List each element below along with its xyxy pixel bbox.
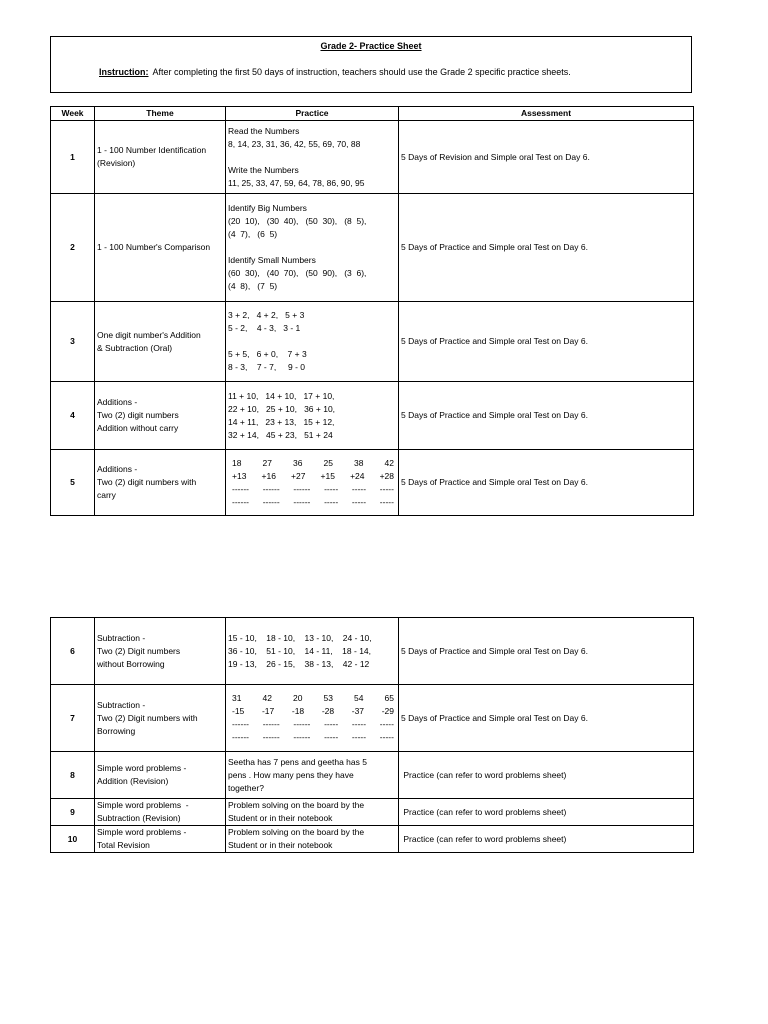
theme-line: Simple word problems -: [97, 763, 187, 773]
practice-line: 22 + 10, 25 + 10, 36 + 10,: [228, 403, 336, 414]
practice-value: +15: [320, 470, 335, 481]
theme-line: Subtraction (Revision): [97, 813, 181, 823]
theme-line: Two (2) Digit numbers: [97, 645, 181, 656]
practice-value: 42: [384, 457, 394, 468]
table-row: [51, 121, 694, 194]
theme-cell: [95, 121, 226, 194]
practice-value: -28: [321, 706, 335, 716]
practice-value: 38: [354, 457, 364, 468]
practice-value: 27: [262, 457, 272, 468]
practice-value: -37: [351, 706, 365, 716]
theme-cell: [95, 618, 226, 685]
practice-line: Read the Numbers: [228, 125, 300, 136]
practice-value: ------: [262, 732, 280, 742]
practice-line: 15 - 10, 18 - 10, 13 - 10, 24 - 10,: [228, 632, 372, 643]
practice-column-row: [228, 470, 396, 483]
practice-line: Write the Numbers: [228, 164, 299, 175]
practice-value: ------: [262, 719, 280, 729]
column-header-theme: Theme: [95, 107, 226, 121]
practice-value: ------: [232, 732, 249, 742]
theme-cell: [95, 382, 226, 450]
practice-value: 42: [262, 693, 272, 703]
practice-value: ------: [232, 496, 249, 507]
column-header-assessment: Assessment: [399, 107, 694, 121]
theme-line: One digit number's Addition: [97, 329, 201, 340]
column-header-week: Week: [51, 107, 95, 121]
practice-value: -18: [291, 706, 305, 716]
practice-line: together?: [228, 782, 264, 793]
table-row: [51, 302, 694, 382]
practice-gap: [228, 335, 396, 348]
week-cell: 1: [51, 121, 95, 194]
practice-value: -29: [381, 706, 394, 716]
practice-cell: [226, 752, 399, 799]
assessment-cell: Practice (can refer to word problems sheet): [399, 826, 694, 853]
practice-gap: [228, 151, 396, 164]
practice-line: 14 + 11, 23 + 13, 15 + 12,: [228, 416, 335, 427]
theme-line: Subtraction -: [97, 699, 146, 710]
practice-value: 54: [354, 693, 364, 703]
table-row: [51, 752, 694, 799]
assessment-cell: 5 Days of Practice and Simple oral Test on Day 6.: [399, 618, 694, 685]
instruction-line: [99, 67, 571, 77]
week-cell: 7: [51, 685, 95, 752]
practice-line: (60 30), (40 70), (50 90), (3 6),: [228, 268, 367, 278]
theme-line: Additions -: [97, 397, 138, 407]
practice-value: -----: [379, 719, 394, 729]
week-cell: 10: [51, 826, 95, 853]
assessment-cell: 5 Days of Practice and Simple oral Test on Day 6.: [399, 194, 694, 302]
practice-value: -----: [379, 496, 394, 507]
theme-cell: [95, 302, 226, 382]
theme-cell: [95, 826, 226, 853]
practice-line: Seetha has 7 pens and geetha has 5: [228, 756, 367, 767]
practice-value: +16: [261, 470, 276, 481]
practice-value: 25: [323, 457, 333, 468]
practice-line: 5 + 5, 6 + 0, 7 + 3: [228, 349, 307, 359]
practice-value: +28: [379, 470, 394, 481]
assessment-cell: 5 Days of Practice and Simple oral Test on Day 6.: [399, 450, 694, 516]
practice-value: 31: [232, 693, 242, 703]
practice-cell: [226, 302, 399, 382]
practice-value: ------: [262, 483, 280, 494]
practice-value: -----: [379, 483, 394, 494]
practice-value: -----: [324, 496, 339, 507]
practice-line: Student or in their notebook: [228, 813, 333, 823]
practice-line: 11, 25, 33, 47, 59, 64, 78, 86, 90, 95: [228, 177, 365, 188]
table-row: [51, 799, 694, 826]
practice-value: ------: [293, 496, 311, 507]
practice-value: -17: [261, 706, 275, 716]
theme-line: Two (2) digit numbers with: [97, 477, 197, 487]
practice-gap: [228, 241, 396, 254]
table-row: [51, 826, 694, 853]
practice-column-row: [228, 718, 396, 731]
theme-line: Borrowing: [97, 725, 136, 736]
week-cell: 4: [51, 382, 95, 450]
practice-line: (20 10), (30 40), (50 30), (8 5),: [228, 216, 367, 226]
practice-column-row: [228, 483, 396, 496]
practice-value: -----: [351, 732, 367, 742]
practice-line: Problem solving on the board by the: [228, 800, 365, 810]
practice-table-top: [50, 106, 694, 516]
theme-line: without Borrowing: [97, 658, 165, 669]
theme-line: (Revision): [97, 158, 136, 168]
assessment-cell: 5 Days of Practice and Simple oral Test on Day 6.: [399, 302, 694, 382]
practice-value: 20: [293, 693, 303, 703]
practice-value: +27: [291, 470, 306, 481]
practice-column-row: [228, 731, 396, 744]
instruction-text: After completing the first 50 days of instruction, teachers should use the Grade 2 specific practice sheets.: [152, 67, 571, 77]
practice-line: 36 - 10, 51 - 10, 14 - 11, 18 - 14,: [228, 645, 372, 656]
assessment-cell: Practice (can refer to word problems sheet): [399, 799, 694, 826]
theme-line: Simple word problems -: [97, 827, 187, 837]
practice-value: ------: [232, 719, 249, 729]
week-cell: 8: [51, 752, 95, 799]
sheet-header: [50, 36, 692, 93]
practice-line: Student or in their notebook: [228, 840, 333, 850]
practice-value: ------: [232, 483, 249, 494]
week-cell: 5: [51, 450, 95, 516]
practice-value: 65: [384, 693, 394, 703]
week-cell: 9: [51, 799, 95, 826]
practice-value: -15: [232, 706, 245, 716]
practice-line: (4 7), (6 5): [228, 229, 278, 239]
theme-cell: [95, 685, 226, 752]
assessment-cell: Practice (can refer to word problems sheet): [399, 752, 694, 799]
instruction-label: Instruction:: [99, 67, 149, 77]
practice-cell: [226, 382, 399, 450]
practice-cell: [226, 826, 399, 853]
practice-value: ------: [262, 496, 280, 507]
theme-cell: [95, 799, 226, 826]
practice-line: 32 + 14, 45 + 23, 51 + 24: [228, 429, 333, 440]
theme-cell: [95, 450, 226, 516]
practice-value: -----: [379, 732, 394, 742]
practice-line: 19 - 13, 26 - 15, 38 - 13, 42 - 12: [228, 658, 370, 669]
week-cell: 3: [51, 302, 95, 382]
practice-line: 8 - 3, 7 - 7, 9 - 0: [228, 362, 306, 372]
practice-line: 5 - 2, 4 - 3, 3 - 1: [228, 323, 301, 333]
theme-line: Total Revision: [97, 840, 150, 850]
practice-line: 8, 14, 23, 31, 36, 42, 55, 69, 70, 88: [228, 138, 361, 149]
practice-cell: [226, 450, 399, 516]
practice-column-row: [228, 457, 396, 470]
practice-cell: [226, 799, 399, 826]
sheet-title: Grade 2- Practice Sheet: [320, 41, 422, 51]
table-row: [51, 685, 694, 752]
practice-line: pens . How many pens they have: [228, 769, 354, 780]
assessment-cell: 5 Days of Revision and Simple oral Test on Day 6.: [399, 121, 694, 194]
table-row: [51, 450, 694, 516]
theme-line: & Subtraction (Oral): [97, 342, 173, 353]
assessment-cell: 5 Days of Practice and Simple oral Test on Day 6.: [399, 685, 694, 752]
theme-line: Two (2) Digit numbers with: [97, 712, 198, 723]
table-row: [51, 382, 694, 450]
theme-line: Subtraction -: [97, 632, 146, 643]
theme-cell: [95, 194, 226, 302]
practice-value: 36: [293, 457, 303, 468]
theme-line: Addition without carry: [97, 423, 179, 433]
table-row: [51, 618, 694, 685]
table-row: [51, 194, 694, 302]
week-cell: 2: [51, 194, 95, 302]
theme-line: 1 - 100 Number Identification: [97, 145, 207, 155]
practice-value: -----: [351, 483, 367, 494]
practice-line: (4 8), (7 5): [228, 281, 278, 291]
practice-cell: [226, 618, 399, 685]
practice-value: -----: [351, 719, 367, 729]
practice-value: +13: [232, 470, 247, 481]
practice-value: ------: [293, 483, 311, 494]
theme-cell: [95, 752, 226, 799]
theme-line: 1 - 100 Number's Comparison: [97, 242, 211, 252]
practice-line: 11 + 10, 14 + 10, 17 + 10,: [228, 390, 335, 401]
theme-line: Simple word problems -: [97, 800, 189, 810]
column-header-practice: Practice: [226, 107, 399, 121]
practice-value: ------: [293, 719, 311, 729]
assessment-cell: 5 Days of Practice and Simple oral Test on Day 6.: [399, 382, 694, 450]
practice-value: ------: [293, 732, 311, 742]
theme-line: carry: [97, 490, 116, 500]
practice-column-row: [228, 705, 396, 718]
week-cell: 6: [51, 618, 95, 685]
practice-column-row: [228, 692, 396, 705]
practice-column-row: [228, 496, 396, 509]
theme-line: Additions -: [97, 464, 138, 474]
practice-table-bottom: [50, 617, 694, 853]
practice-cell: [226, 121, 399, 194]
practice-value: +24: [350, 470, 365, 481]
practice-value: -----: [324, 719, 339, 729]
practice-cell: [226, 685, 399, 752]
practice-line: Identify Big Numbers: [228, 203, 307, 213]
theme-line: Addition (Revision): [97, 776, 169, 786]
practice-line: Identify Small Numbers: [228, 255, 316, 265]
practice-value: 53: [323, 693, 333, 703]
practice-cell: [226, 194, 399, 302]
practice-value: 18: [232, 457, 242, 468]
practice-value: -----: [324, 732, 339, 742]
practice-line: 3 + 2, 4 + 2, 5 + 3: [228, 310, 305, 320]
practice-line: Problem solving on the board by the: [228, 827, 365, 837]
practice-value: -----: [351, 496, 367, 507]
practice-value: -----: [324, 483, 339, 494]
theme-line: Two (2) digit numbers: [97, 410, 179, 420]
table-header-row: [51, 107, 694, 121]
